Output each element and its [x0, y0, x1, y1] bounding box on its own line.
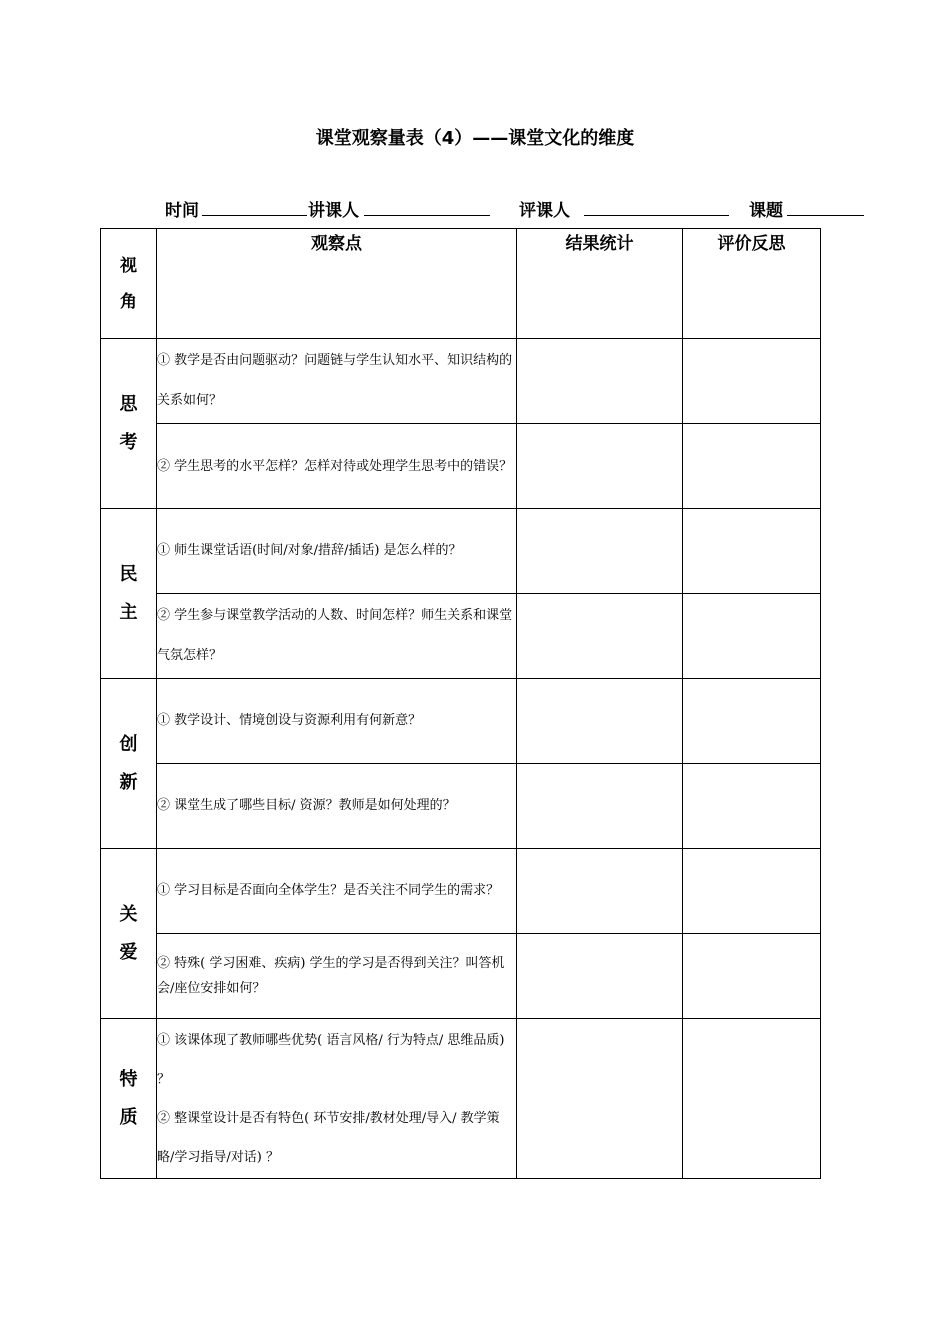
dimension-cell: 特质 [101, 1019, 157, 1179]
info-line [165, 194, 865, 220]
teacher-blank[interactable] [364, 215, 490, 216]
table-row [101, 594, 821, 679]
dimension-cell: 民主 [101, 509, 157, 679]
observation-point: ① 教学是否由问题驱动？问题链与学生认知水平、知识结构的关系如何？ [157, 339, 517, 424]
header-observation: 观察点 [157, 229, 517, 339]
table-row [101, 424, 821, 509]
table-row [101, 509, 821, 594]
reflection-cell[interactable] [683, 764, 821, 849]
evaluator-blank[interactable] [584, 215, 729, 216]
dimension-cell: 思考 [101, 339, 157, 509]
result-cell[interactable] [517, 509, 683, 594]
reflection-cell[interactable] [683, 679, 821, 764]
table-row [101, 764, 821, 849]
table-row [101, 679, 821, 764]
reflection-cell[interactable] [683, 594, 821, 679]
page-title: 课堂观察量表（4）——课堂文化的维度 [315, 128, 635, 149]
reflection-cell[interactable] [683, 849, 821, 934]
topic-blank[interactable] [787, 215, 864, 216]
observation-point: ② 特殊( 学习困难、疾病) 学生的学习是否得到关注？叫答机会/座位安排如何？ [157, 934, 517, 1019]
evaluator-label: 评课人 [519, 201, 570, 221]
observation-point: ② 学生思考的水平怎样？怎样对待或处理学生思考中的错误？ [157, 424, 517, 509]
header-row [101, 229, 821, 339]
header-perspective: 视角 [101, 229, 157, 339]
reflection-cell[interactable] [683, 934, 821, 1019]
table-row [101, 934, 821, 1019]
observation-point: ② 学生参与课堂教学活动的人数、时间怎样？师生关系和课堂气氛怎样？ [157, 594, 517, 679]
observation-point: ① 学习目标是否面向全体学生？是否关注不同学生的需求？ [157, 849, 517, 934]
result-cell[interactable] [517, 424, 683, 509]
result-cell[interactable] [517, 849, 683, 934]
table-row [101, 339, 821, 424]
dimension-cell: 创新 [101, 679, 157, 849]
result-cell[interactable] [517, 764, 683, 849]
table-row [101, 849, 821, 934]
reflection-cell[interactable] [683, 339, 821, 424]
header-reflection: 评价反思 [683, 229, 821, 339]
result-cell[interactable] [517, 1019, 683, 1179]
table-row [101, 1019, 821, 1179]
result-cell[interactable] [517, 679, 683, 764]
dimension-cell: 关爱 [101, 849, 157, 1019]
result-cell[interactable] [517, 934, 683, 1019]
reflection-cell[interactable] [683, 1019, 821, 1179]
observation-table [100, 228, 821, 1179]
reflection-cell[interactable] [683, 424, 821, 509]
observation-point-group [157, 1019, 517, 1179]
result-cell[interactable] [517, 339, 683, 424]
observation-point: ① 教学设计、情境创设与资源利用有何新意？ [157, 679, 517, 764]
observation-point: ① 师生课堂话语(时间/对象/措辞/插话) 是怎么样的？ [157, 509, 517, 594]
observation-point: ② 课堂生成了哪些目标/ 资源？教师是如何处理的？ [157, 764, 517, 849]
time-blank[interactable] [202, 215, 307, 216]
result-cell[interactable] [517, 594, 683, 679]
reflection-cell[interactable] [683, 509, 821, 594]
topic-label: 课题 [749, 201, 783, 221]
observation-point: ① 该课体现了教师哪些优势( 语言风格/ 行为特点/ 思维品质) ？ [157, 1032, 505, 1087]
teacher-label: 讲课人 [308, 201, 359, 221]
header-result: 结果统计 [517, 229, 683, 339]
time-label: 时间 [165, 201, 199, 221]
observation-point: ② 整课堂设计是否有特色( 环节安排/教材处理/导入/ 教学策略/学习指导/对话) ？ [157, 1110, 500, 1165]
